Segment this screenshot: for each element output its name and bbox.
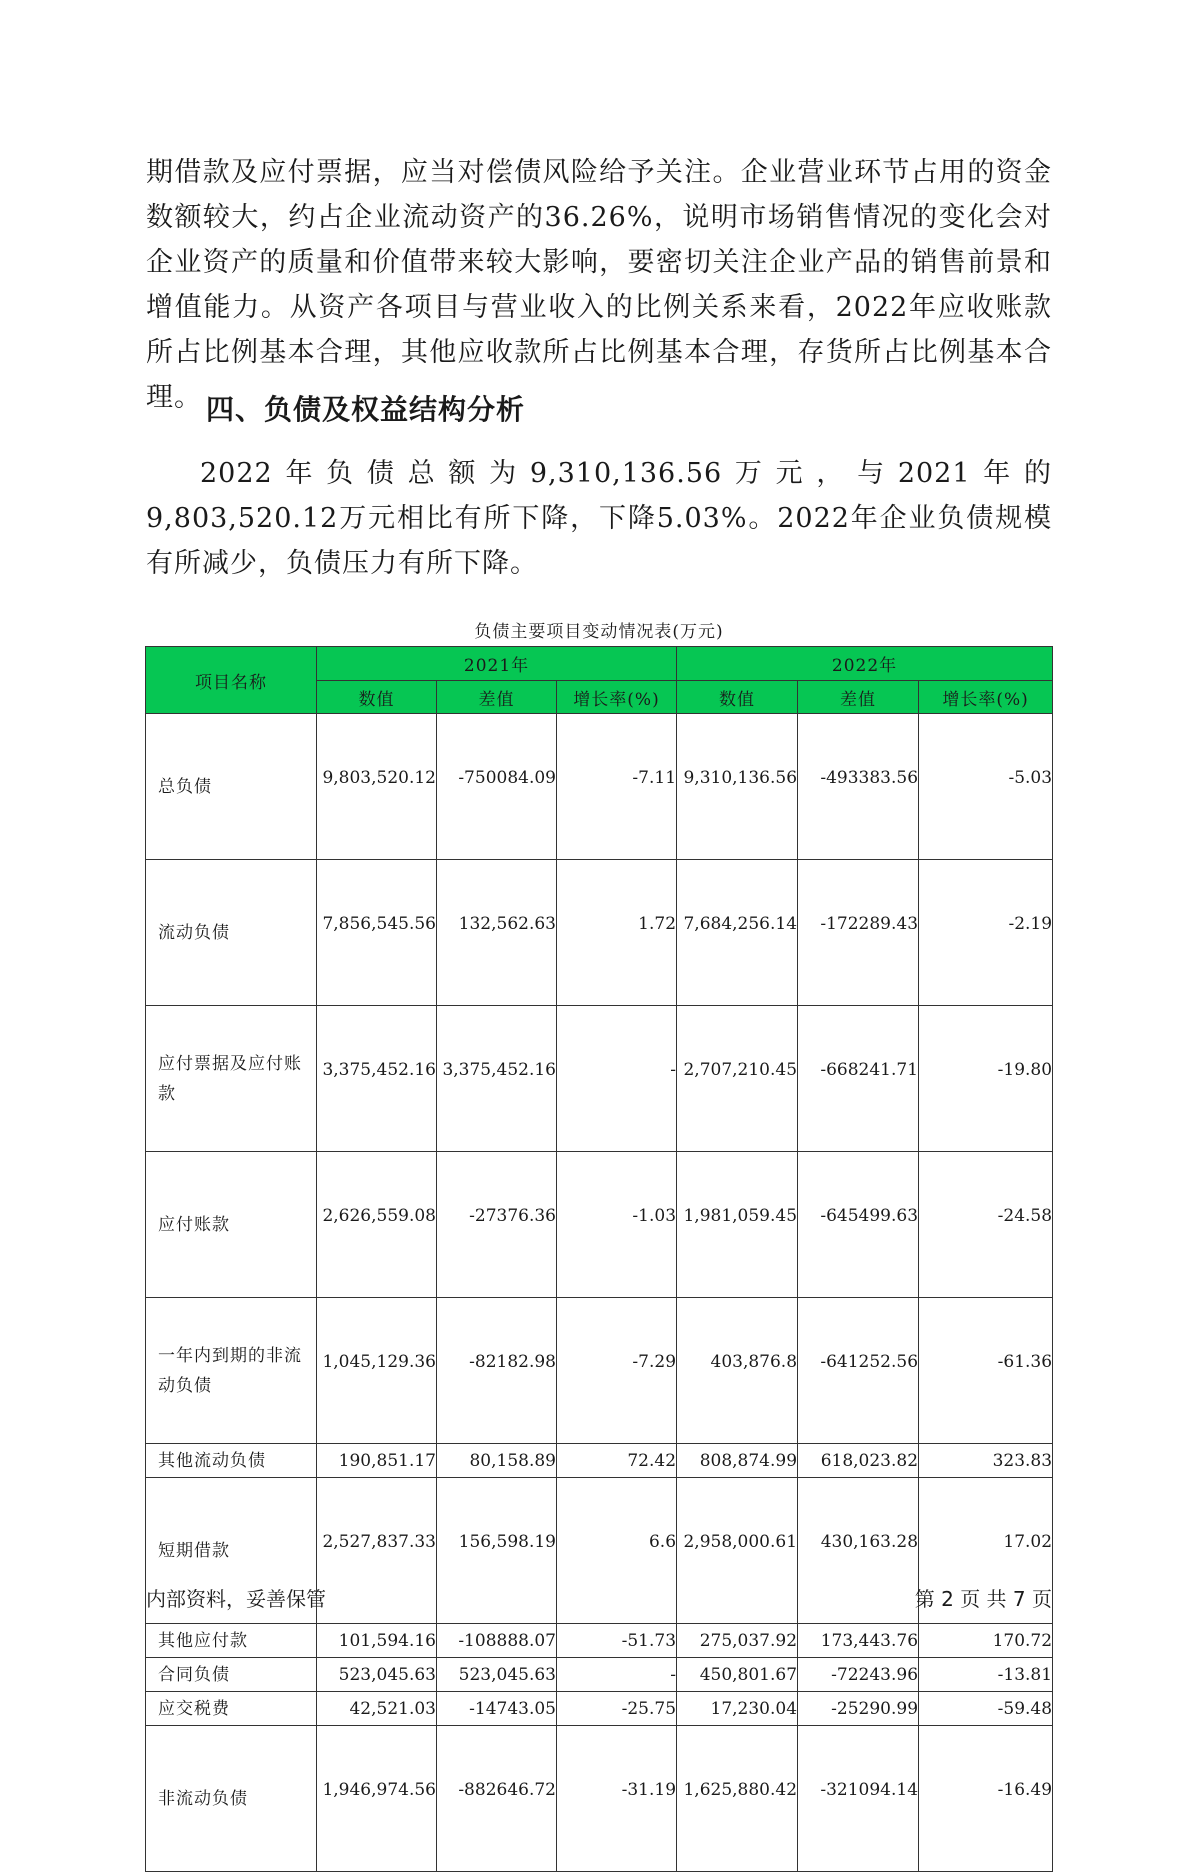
table-row (146, 1692, 1053, 1726)
footer-confidential-note: 内部资料，妥善保管 (146, 1587, 326, 1611)
cell-r1: 1.72 (557, 860, 677, 1006)
cell-v2: 403,876.8 (677, 1298, 798, 1444)
cell-d2: -321094.14 (798, 1726, 919, 1872)
cell-r2: -19.80 (919, 1006, 1053, 1152)
row-item-name: 合同负债 (146, 1658, 317, 1692)
header-rate-2021: 增长率(%) (557, 681, 677, 714)
cell-v1: 101,594.16 (317, 1624, 437, 1658)
cell-d2: -641252.56 (798, 1298, 919, 1444)
cell-r2: 170.72 (919, 1624, 1053, 1658)
cell-r1: 6.6 (557, 1478, 677, 1624)
cell-v1: 190,851.17 (317, 1444, 437, 1478)
cell-r2: -24.58 (919, 1152, 1053, 1298)
header-value-2021: 数值 (317, 681, 437, 714)
cell-d1: -108888.07 (437, 1624, 557, 1658)
cell-d1: -82182.98 (437, 1298, 557, 1444)
cell-d1: 80,158.89 (437, 1444, 557, 1478)
cell-v1: 1,045,129.36 (317, 1298, 437, 1444)
cell-r2: -2.19 (919, 860, 1053, 1006)
cell-r2: 17.02 (919, 1478, 1053, 1624)
cell-d2: -25290.99 (798, 1692, 919, 1726)
cell-v2: 450,801.67 (677, 1658, 798, 1692)
cell-r1: -1.03 (557, 1152, 677, 1298)
table-row (146, 1624, 1053, 1658)
table-row (146, 714, 1053, 860)
cell-v2: 1,981,059.45 (677, 1152, 798, 1298)
cell-r1: -51.73 (557, 1624, 677, 1658)
cell-v1: 2,527,837.33 (317, 1478, 437, 1624)
cell-v2: 1,625,880.42 (677, 1726, 798, 1872)
header-diff-2022: 差值 (798, 681, 919, 714)
row-item-name: 应付票据及应付账款 (146, 1006, 317, 1152)
cell-d1: 523,045.63 (437, 1658, 557, 1692)
cell-v2: 275,037.92 (677, 1624, 798, 1658)
header-item-name: 项目名称 (146, 647, 317, 714)
cell-r1: -7.29 (557, 1298, 677, 1444)
cell-r2: -5.03 (919, 714, 1053, 860)
row-item-name: 流动负债 (146, 860, 317, 1006)
cell-d2: 430,163.28 (798, 1478, 919, 1624)
cell-v2: 9,310,136.56 (677, 714, 798, 860)
body-paragraph-2: 2022年负债总额为9,310,136.56万元，与2021年的9,803,520.12万元相比有所下降，下降5.03%。2022年企业负债规模有所减少，负债压力有所下降。 (146, 458, 1052, 579)
cell-d2: -72243.96 (798, 1658, 919, 1692)
cell-r1: -25.75 (557, 1692, 677, 1726)
table-row (146, 860, 1053, 1006)
cell-d2: -172289.43 (798, 860, 919, 1006)
cell-v1: 9,803,520.12 (317, 714, 437, 860)
row-item-name: 应交税费 (146, 1692, 317, 1726)
header-diff-2021: 差值 (437, 681, 557, 714)
cell-v1: 2,626,559.08 (317, 1152, 437, 1298)
footer-page-number: 第 2 页 共 7 页 (914, 1587, 1052, 1611)
cell-r2: -16.49 (919, 1726, 1053, 1872)
cell-v1: 1,946,974.56 (317, 1726, 437, 1872)
cell-d2: -668241.71 (798, 1006, 919, 1152)
cell-v1: 523,045.63 (317, 1658, 437, 1692)
table-row (146, 1658, 1053, 1692)
cell-d2: -493383.56 (798, 714, 919, 860)
section-heading: 四、负债及权益结构分析 (206, 393, 526, 426)
cell-d1: 132,562.63 (437, 860, 557, 1006)
cell-v2: 7,684,256.14 (677, 860, 798, 1006)
table-row (146, 1298, 1053, 1444)
table-row (146, 1006, 1053, 1152)
row-item-name: 短期借款 (146, 1478, 317, 1624)
cell-v1: 3,375,452.16 (317, 1006, 437, 1152)
cell-d2: 618,023.82 (798, 1444, 919, 1478)
row-item-name: 一年内到期的非流动负债 (146, 1298, 317, 1444)
cell-d1: -882646.72 (437, 1726, 557, 1872)
header-value-2022: 数值 (677, 681, 798, 714)
table-caption: 负债主要项目变动情况表(万元) (474, 622, 724, 642)
row-item-name: 其他流动负债 (146, 1444, 317, 1478)
cell-d1: 156,598.19 (437, 1478, 557, 1624)
row-item-name: 非流动负债 (146, 1726, 317, 1872)
row-item-name: 总负债 (146, 714, 317, 860)
table-row (146, 1726, 1053, 1872)
table-row (146, 1152, 1053, 1298)
cell-v1: 7,856,545.56 (317, 860, 437, 1006)
cell-r2: 323.83 (919, 1444, 1053, 1478)
cell-d2: -645499.63 (798, 1152, 919, 1298)
cell-v1: 42,521.03 (317, 1692, 437, 1726)
cell-d1: -27376.36 (437, 1152, 557, 1298)
cell-v2: 17,230.04 (677, 1692, 798, 1726)
cell-r2: -59.48 (919, 1692, 1053, 1726)
cell-r1: -31.19 (557, 1726, 677, 1872)
table-row (146, 1444, 1053, 1478)
body-paragraph-1: 期借款及应付票据，应当对偿债风险给予关注。企业营业环节占用的资金数额较大，约占企业流动资产的36.26%，说明市场销售情况的变化会对企业资产的质量和价值带来较大影响，要密切关注企业产品的销售前景和增值能力。从资产各项目与营业收入的比例关系来看，2022年应收账款所占比例基本合理，其他应收款所占比例基本合理，存货所占比例基本合理。 (146, 157, 1052, 413)
cell-r2: -13.81 (919, 1658, 1053, 1692)
liabilities-table (145, 646, 1053, 1872)
cell-r1: - (557, 1658, 677, 1692)
cell-v2: 808,874.99 (677, 1444, 798, 1478)
cell-d1: 3,375,452.16 (437, 1006, 557, 1152)
row-item-name: 应付账款 (146, 1152, 317, 1298)
header-year-2022: 2022年 (677, 647, 1053, 681)
cell-r1: - (557, 1006, 677, 1152)
row-item-name: 其他应付款 (146, 1624, 317, 1658)
header-rate-2022: 增长率(%) (919, 681, 1053, 714)
cell-v2: 2,707,210.45 (677, 1006, 798, 1152)
cell-v2: 2,958,000.61 (677, 1478, 798, 1624)
header-year-2021: 2021年 (317, 647, 677, 681)
cell-r1: -7.11 (557, 714, 677, 860)
cell-d1: -14743.05 (437, 1692, 557, 1726)
cell-d2: 173,443.76 (798, 1624, 919, 1658)
cell-r2: -61.36 (919, 1298, 1053, 1444)
cell-d1: -750084.09 (437, 714, 557, 860)
cell-r1: 72.42 (557, 1444, 677, 1478)
